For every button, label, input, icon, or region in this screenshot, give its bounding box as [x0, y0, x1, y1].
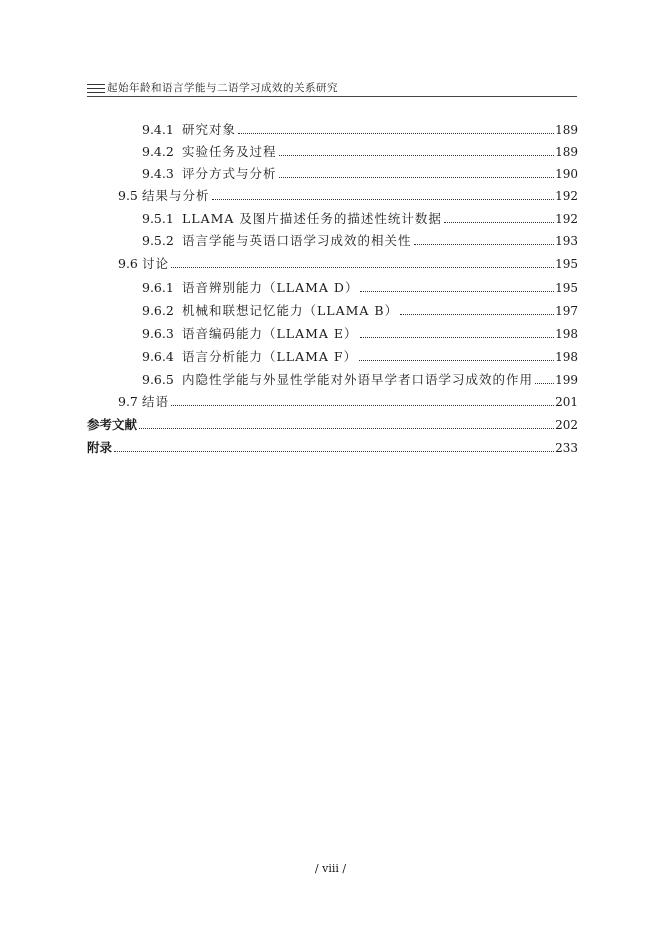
toc-entry-number: 9.4.1 [142, 122, 174, 137]
toc-leader [535, 383, 554, 384]
toc-leader [360, 291, 554, 292]
toc-leader [414, 244, 555, 245]
toc-leader [171, 267, 554, 268]
toc-leader [359, 360, 554, 361]
toc-leader [171, 405, 554, 406]
toc-entry[interactable] [0, 205, 578, 227]
toc-entry[interactable] [0, 411, 578, 433]
toc-entry-page: 192 [555, 189, 578, 203]
toc-entry-number: 9.5 [118, 188, 138, 203]
toc-entry[interactable] [0, 434, 578, 456]
toc-leader [279, 155, 555, 156]
toc-entry[interactable] [0, 366, 578, 388]
toc-entry-page: 202 [555, 418, 578, 432]
toc-entry-title: 讨论 [142, 256, 170, 271]
toc-entry[interactable] [0, 160, 578, 182]
toc-entry[interactable] [0, 116, 578, 138]
toc-entry-number: 9.6.5 [142, 372, 174, 387]
toc-entry-number: 9.4.2 [142, 144, 174, 159]
toc-entry-page: 201 [555, 395, 578, 409]
toc-leader [279, 177, 555, 178]
toc-leader [360, 337, 555, 338]
toc-entry-page: 199 [555, 373, 578, 387]
toc-entry-title: 附录 [87, 440, 113, 455]
toc-entry[interactable] [0, 182, 578, 204]
toc-entry-page: 190 [555, 167, 578, 181]
toc-entry-number: 9.6.4 [142, 349, 174, 364]
header-rule [87, 96, 577, 97]
toc-entry-page: 193 [555, 234, 578, 248]
toc-entry-number: 9.5.1 [142, 211, 174, 226]
toc-leader [114, 451, 554, 452]
toc-entry-number: 9.7 [118, 394, 138, 409]
toc-leader [212, 199, 555, 200]
toc-entry[interactable] [0, 320, 578, 342]
toc-entry-title: 语言分析能力（LLAMA F） [182, 349, 358, 364]
toc-entry-title: 结果与分析 [142, 188, 210, 203]
toc-entry-page: 198 [555, 350, 578, 364]
toc-entry-title: 评分方式与分析 [182, 166, 277, 181]
toc-entry-page: 192 [555, 212, 578, 226]
toc-entry-title: 机械和联想记忆能力（LLAMA B） [182, 303, 399, 318]
toc-entry-title: 研究对象 [182, 122, 237, 137]
toc-entry-number: 9.6.3 [142, 326, 174, 341]
toc-entry[interactable] [0, 250, 578, 272]
toc-entry-number: 9.6 [118, 256, 138, 271]
toc-entry-title: 内隐性学能与外显性学能对外语早学者口语学习成效的作用 [182, 372, 534, 387]
toc-entry-title: 语言学能与英语口语学习成效的相关性 [182, 233, 412, 248]
toc-entry[interactable] [0, 138, 578, 160]
toc-leader [444, 222, 554, 223]
toc-entry[interactable] [0, 227, 578, 249]
toc-entry[interactable] [0, 343, 578, 365]
toc-entry-page: 189 [555, 123, 578, 137]
toc-entry[interactable] [0, 388, 578, 410]
toc-entry[interactable] [0, 297, 578, 319]
toc-leader [139, 428, 554, 429]
toc-entry-number: 9.6.1 [142, 280, 174, 295]
toc-entry[interactable] [0, 274, 578, 296]
toc-entry-number: 9.5.2 [142, 233, 174, 248]
toc-entry-page: 197 [555, 304, 578, 318]
toc-leader [400, 314, 554, 315]
toc-entry-page: 195 [555, 281, 578, 295]
toc-entry-page: 195 [555, 257, 578, 271]
toc-entry-title: LLAMA 及图片描述任务的描述性统计数据 [182, 211, 442, 226]
toc-entry-page: 189 [555, 145, 578, 159]
toc-entry-title: 结语 [142, 394, 170, 409]
toc-entry-page: 198 [555, 327, 578, 341]
running-head [87, 80, 577, 95]
toc-entry-title: 参考文献 [87, 417, 138, 432]
toc-entry-page: 233 [555, 441, 578, 455]
running-title: 起始年龄和语言学能与二语学习成效的关系研究 [107, 82, 338, 94]
toc-leader [238, 133, 554, 134]
toc-entry-number: 9.6.2 [142, 303, 174, 318]
header-ornament-icon [87, 84, 105, 93]
toc-entry-number: 9.4.3 [142, 166, 174, 181]
toc-entry-title: 实验任务及过程 [182, 144, 277, 159]
page-number: / viii / [314, 862, 347, 875]
toc-entry-title: 语音辨别能力（LLAMA D） [182, 280, 359, 295]
toc-entry-title: 语音编码能力（LLAMA E） [182, 326, 358, 341]
